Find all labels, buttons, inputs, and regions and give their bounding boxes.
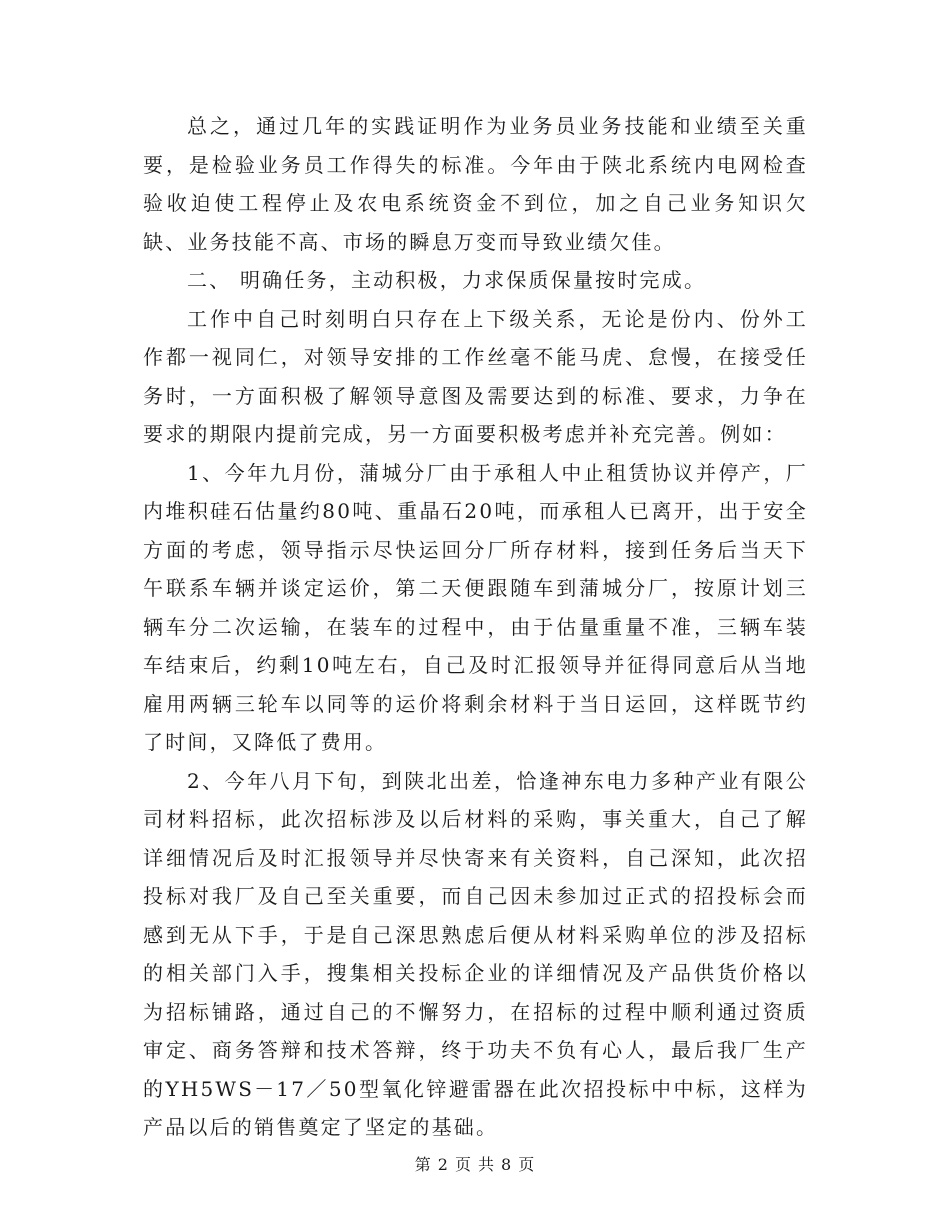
section-heading-2: 二、 明确任务，主动积极，力求保质保量按时完成。: [187, 268, 707, 292]
footer-total-pages: 8: [501, 1155, 513, 1174]
document-body: [143, 107, 808, 1147]
paragraph-work-attitude: 工作中自己时刻明白只存在上下级关系，无论是份内、份外工作都一视同仁，对领导安排的工作丝毫不能马虎、怠慢，在接受任务时，一方面积极了解领导意图及需要达到的标准、要求，力争在要求的期限内提前完成，另一方面要积极考虑并补充完善。例如：: [143, 306, 808, 446]
paragraph-example-1: 1、今年九月份，蒲城分厂由于承租人中止租赁协议并停产，厂内堆积硅石估量约80吨、重晶石20吨，而承租人已离开，出于安全方面的考虑，领导指示尽快运回分厂所存材料，接到任务后当天下午联系车辆并谈定运价，第二天便跟随车到蒲城分厂，按原计划三辆车分二次运输，在装车的过程中，由于估量重量不准，三辆车装车结束后，约剩10吨左右，自己及时汇报领导并征得同意后从当地雇用两辆三轮车以同等的运价将剩余材料于当日运回，这样既节约了时间，又降低了费用。: [143, 460, 808, 754]
page-footer: [0, 1152, 950, 1175]
paragraph-example-2: 2、今年八月下旬，到陕北出差，恰逢神东电力多种产业有限公司材料招标，此次招标涉及以后材料的采购，事关重大，自己了解详细情况后及时汇报领导并尽快寄来有关资料，自己深知，此次招投标对我厂及自己至关重要，而自己因未参加过正式的招投标会而感到无从下手，于是自己深思熟虑后便从材料采购单位的涉及招标的相关部门入手，搜集相关投标企业的详细情况及产品供货价格以为招标铺路，通过自己的不懈努力，在招标的过程中顺利通过资质审定、商务答辩和技术答辩，终于功夫不负有心人，最后我厂生产的YH5WS－17／50型氧化锌避雷器在此次招投标中中标，这样为产品以后的销售奠定了坚定的基础。: [143, 768, 808, 1139]
footer-page-unit: 页: [454, 1155, 472, 1174]
footer-total-prefix: 共: [478, 1155, 496, 1174]
footer-total-unit: 页: [518, 1155, 536, 1174]
footer-prefix: 第: [414, 1155, 432, 1174]
paragraph-summary: 总之，通过几年的实践证明作为业务员业务技能和业绩至关重要，是检验业务员工作得失的标准。今年由于陕北系统内电网检查验收迫使工程停止及农电系统资金不到位，加之自己业务知识欠缺、业务技能不高、市场的瞬息万变而导致业绩欠佳。: [143, 114, 808, 254]
footer-page-number: 2: [437, 1155, 449, 1174]
